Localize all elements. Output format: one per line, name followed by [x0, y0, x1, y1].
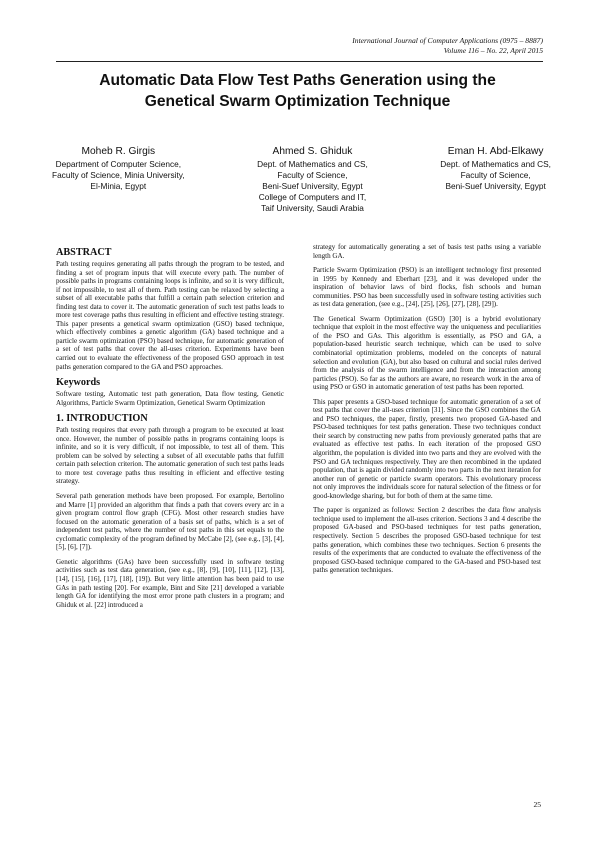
author-affiliation: College of Computers and IT, — [258, 191, 367, 202]
right-paragraph-3: This paper presents a GSO-based technique for automatic generation of a set of test paths that cover the all-uses criterion [31]. Since the GSO combines the GA and PSO techniques, the paper, firstly, presents two proposed GA-based and PSO-based techniques for test paths generation. These two techniques conduct their search by constructing new paths from previously generated paths that are evaluated as effective test paths. In each iteration of the proposed GSO algorithm, the population is divided into two parts and they are evolved with the PSO and GA techniques respectively. They are then recombined in the updated population, that is again divided randomly into two parts in the next iteration for another run of genetic or particle swarm operators. This evolutionary process not only improves the individuals score for natural selection of the fitness or for good-knowledge sharing, but for both of them at the same time. — [313, 397, 541, 500]
abstract-heading: ABSTRACT — [56, 247, 112, 258]
author-3 — [440, 145, 551, 214]
author-1 — [52, 145, 185, 214]
paper-title — [40, 71, 555, 112]
right-paragraph-1: Particle Swarm Optimization (PSO) is an intelligent technology first presented in 1995 by Kennedy and Eberhart [23], and it was developed under the inspiration of behavior laws of bird flocks, fish schools and human communities. PSO has been successfully used in software testing activities such as test data generation, (see e.g., [24], [25], [26], [27], [28], [29]). — [313, 266, 541, 309]
author-name: Eman H. Abd-Elkawy — [447, 146, 544, 157]
right-column — [313, 243, 541, 581]
author-affiliation: El-Minia, Egypt — [90, 180, 147, 191]
page-number: 25 — [533, 800, 541, 809]
author-affiliation: Taif University, Saudi Arabia — [261, 202, 364, 213]
intro-paragraph-1: Path testing requires that every path through a program to be executed at least once. However, the number of possible paths in programs containing loops is infinite, and so it is very difficult, if not impossible, to test all of them. This problem can be solved by selecting a subset of all executable paths that fulfill certain path selection criterion. The automatic generation of such test paths leads to more test coverage paths thus resulting in efficient and effective testing strategy. — [56, 426, 284, 486]
right-paragraph-2: The Genetical Swarm Optimization (GSO) [30] is a hybrid evolutionary technique that exploit in the most effective way the uniqueness and peculiarities of the PSO and GAs. This algorithm is essentially, as PSO and GA, a population-based heuristic search technique, which can be used to solve combinatorial optimization problems, modeled on the concepts of natural selection and evolution (GA), but also based on cultural and social rules derived from the analysis of the swarm intelligence and from the interaction among particles (PSO). So far as the authors are aware, no research work in the area of using PSO or GSO in automatic generation of test paths has been reported. — [313, 314, 541, 392]
author-block — [52, 145, 551, 214]
author-name: Ahmed S. Ghiduk — [272, 146, 353, 157]
left-column — [56, 247, 284, 615]
author-affiliation: Faculty of Science, — [277, 169, 348, 180]
right-paragraph-0: strategy for automatically generating a set of basis test paths using a variable length GA. — [313, 243, 541, 260]
abstract-text: Path testing requires generating all paths through the program to be tested, and finding a set of program inputs that will execute every path. The number of possible paths in programs containing loops is infinite, and so it is very difficult, if not impossible, to test all of them. Path testing can be relaxed by selecting a subset of all executable paths that fulfill a certain path selection criterion and finding test data to cover it. The automatic generation of such test paths leads to more test coverage paths thus resulting in efficient and effective testing strategy. This paper presents a genetical swarm optimization (GSO) based technique, which effectively combines a genetic algorithm (GA) based technique and a particle swarm optimization (PSO) based technique, for automatic generation of a set of test paths that cover the all-uses criterion. Experiments have been carried out to evaluate the effectiveness of the proposed GSO approach in test paths generation compared to the GA and PSO approaches. — [56, 260, 284, 371]
author-affiliation: Beni-Suef University, Egypt — [262, 180, 363, 191]
right-paragraph-4: The paper is organized as follows: Section 2 describes the data flow analysis technique used to implement the all-uses criterion. Sections 3 and 4 describe the proposed GA-based and PSO-based techniques for test paths generation, respectively. Section 5 describes the proposed GSO-based technique for test paths generation, which combines these two techniques. Section 6 presents the results of the experiments that are conducted to evaluate the effectiveness of the proposed GSO-based technique compared to the GA-based and PSO-based test paths generation techniques. — [313, 506, 541, 575]
intro-paragraph-3: Genetic algorithms (GAs) have been successfully used in software testing activities such as test data generation, (see e.g., [8], [9], [10], [11], [12], [13], [14], [15], [16], [17], [18], [19]). But very little attention has been paid to use GAs in path testing [20]. For example, Bint and Site [21] developed a variable length GA for identifying the most error prone path clusters in a program; and Ghiduk et al. [22] introduced a — [56, 557, 284, 609]
author-2 — [257, 145, 368, 214]
title-line-2: Genetical Swarm Optimization Technique — [144, 92, 451, 110]
introduction-heading: 1. INTRODUCTION — [56, 413, 148, 425]
author-affiliation: Department of Computer Science, — [55, 159, 182, 169]
header-rule — [56, 61, 543, 62]
intro-paragraph-2: Several path generation methods have been proposed. For example, Bertolino and Marre [1] provided an algorithm that finds a path that covers every arc in a given program control flow graph (CFG). Most other research studies have focused on the automatic generation of a basis set of paths, which is a set of independent test paths, where the number of test paths in this set equals to the cyclomatic complexity of the program defined by McCabe [2], (see e.g., [3], [4], [5], [6], [7]). — [56, 492, 284, 552]
author-name: Moheb R. Girgis — [81, 146, 156, 157]
journal-volume: Volume 116 – No. 22, April 2015 — [443, 45, 543, 55]
author-affiliation: Dept. of Mathematics and CS, — [440, 159, 551, 169]
author-affiliation: Faculty of Science, — [460, 169, 531, 180]
journal-header — [352, 36, 543, 55]
author-affiliation: Beni-Suef University, Egypt — [445, 180, 546, 191]
author-affiliation: Dept. of Mathematics and CS, — [257, 159, 368, 169]
author-affiliation: Faculty of Science, Minia University, — [52, 169, 185, 180]
title-line-1: Automatic Data Flow Test Paths Generation using the — [99, 72, 496, 89]
keywords-text: Software testing, Automatic test path generation, Data flow testing, Genetic Algorithms, Particle Swarm Optimization, Genetical Swarm Optimization — [56, 390, 284, 407]
journal-name: International Journal of Computer Applications (0975 – 8887) — [352, 36, 543, 45]
keywords-heading: Keywords — [56, 377, 101, 389]
